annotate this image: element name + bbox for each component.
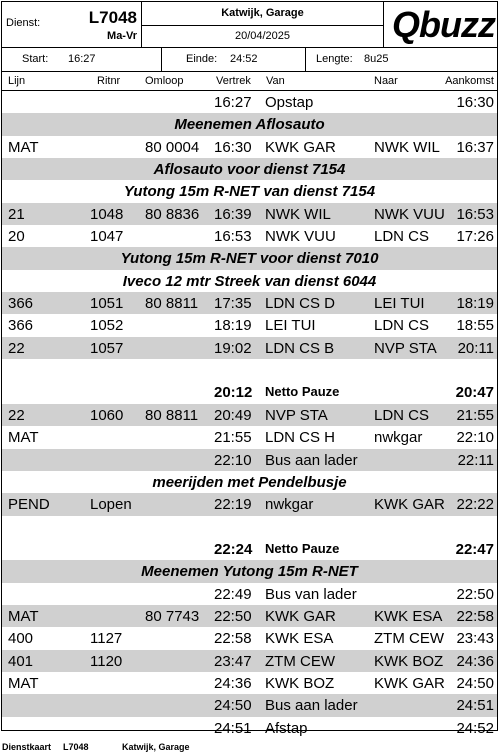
cell-aankomst: 20:47 [455,384,494,402]
cell-vertrek: 22:50 [214,607,252,625]
cell-aankomst: 24:50 [456,674,494,692]
cell-vertrek: 22:19 [214,496,252,514]
col-van: Van [266,75,285,87]
cell-van: NWK WIL [265,205,331,223]
col-lijn: Lijn [8,75,26,87]
cell-naar: NWK VUU [374,205,445,223]
cell-lijn: 366 [8,317,34,335]
cell-van: Bus aan lader [265,697,358,715]
trip-row [2,694,497,716]
cell-naar: KWK BOZ [374,652,444,670]
cell-naar: KWK ESA [374,607,443,625]
trip-row [2,493,497,515]
footer-code: L7048 [63,742,89,752]
col-ritnr: Ritnr [97,75,121,87]
pause-row [2,538,497,560]
cell-van: NVP STA [265,406,328,424]
trip-row [2,337,497,359]
cell-ritnr: 1127 [90,630,123,648]
cell-naar: KWK GAR [374,496,445,514]
dienst-code: L7048 [88,8,137,27]
dienstkaart [1,1,498,737]
cell-vertrek: 20:49 [214,406,252,424]
section-banner-text: Yutong 15m R-NET van dienst 7154 [123,183,376,201]
cell-omloop: 80 8836 [145,205,200,223]
cell-naar: KWK GAR [374,674,445,692]
dienst-cell [2,2,142,48]
cell-ritnr: Lopen [90,496,132,514]
cell-aankomst: 23:43 [456,630,494,648]
cell-aankomst: 20:11 [457,339,494,357]
cell-vertrek: 23:47 [214,652,252,670]
cell-lijn: 22 [8,406,25,424]
cell-aankomst: 22:22 [456,496,494,514]
qbuzz-logo: Qbuzz [392,4,495,45]
cell-naar: NVP STA [374,339,437,357]
cell-naar: NWK WIL [374,138,440,156]
lengte-cell [306,48,499,71]
cell-van: LDN CS D [265,295,336,313]
cell-vertrek: 22:24 [214,540,253,558]
cell-vertrek: 18:19 [214,317,252,335]
cell-van: LEI TUI [265,317,316,335]
trip-row [2,203,497,225]
lengte-value: 8u25 [364,53,389,65]
cell-lijn: MAT [8,429,39,447]
col-vertrek: Vertrek [216,75,251,87]
cell-aankomst: 18:19 [456,295,494,313]
cell-omloop: 80 0004 [145,138,200,156]
footer-location: Katwijk, Garage [122,742,190,752]
cell-lijn: 21 [8,205,25,223]
cell-naar: LDN CS [374,406,430,424]
trip-row [2,314,497,336]
schedule-rows [2,91,497,739]
dienst-label: Dienst: [6,17,41,29]
cell-van: Afstap [265,719,308,737]
cell-ritnr: 1052 [90,317,124,335]
cell-aankomst: 24:51 [456,697,494,715]
section-banner-text: meerijden met Pendelbusje [152,473,347,491]
trip-row [2,359,497,381]
cell-aankomst: 22:11 [457,451,494,469]
cell-van: KWK BOZ [265,674,335,692]
section-banner-text: Meenemen Yutong 15m R-NET [141,563,358,581]
section-banner-row [2,113,497,135]
date: 20/04/2025 [234,30,291,42]
einde-value: 24:52 [230,53,258,65]
section-banner-row [2,270,497,292]
footer-label: Dienstkaart [2,742,52,752]
cell-lijn: MAT [8,674,39,692]
cell-aankomst: 22:50 [456,585,494,603]
cell-vertrek: 22:49 [214,585,252,603]
cell-lijn: 366 [8,295,34,313]
trip-row [2,449,497,471]
location-date-cell [142,2,384,48]
einde-label: Einde: [186,53,218,65]
cell-naar: nwkgar [374,429,423,447]
cell-omloop: 80 7743 [145,607,200,625]
trip-row [2,672,497,694]
cell-lijn: 400 [8,630,34,648]
lengte-label: Lengte: [316,53,353,65]
cell-van: LDN CS B [265,339,335,357]
cell-vertrek: 21:55 [214,429,252,447]
cell-van: KWK GAR [265,607,336,625]
cell-aankomst: 22:58 [456,607,494,625]
section-banner-row [2,247,497,269]
cell-lijn: MAT [8,607,39,625]
cell-naar: LEI TUI [374,295,425,313]
cell-van: ZTM CEW [265,652,335,670]
cell-lijn: PEND [8,496,50,514]
cell-ritnr: 1051 [90,295,124,313]
cell-lijn: 20 [8,228,25,246]
trip-row [2,717,497,739]
cell-vertrek: 22:10 [214,451,252,469]
cell-ritnr: 1047 [90,228,124,246]
cell-van: Bus aan lader [265,451,358,469]
cell-vertrek: 20:12 [214,384,253,402]
cell-naar: LDN CS [374,228,430,246]
trip-row [2,516,497,538]
section-banner-row [2,560,497,582]
cell-vertrek: 24:36 [214,674,252,692]
dienst-days: Ma-Vr [107,30,137,42]
section-banner-text: Iveco 12 mtr Streek van dienst 6044 [122,272,377,290]
location: Katwijk, Garage [221,7,304,19]
cell-omloop: 80 8811 [145,295,199,313]
trip-row [2,404,497,426]
cell-van: KWK ESA [265,630,334,648]
divider [142,25,383,26]
cell-aankomst: 17:26 [456,228,494,246]
cell-naar: LDN CS [374,317,430,335]
cell-aankomst: 22:10 [456,429,494,447]
start-cell [2,48,162,71]
cell-ritnr: 1057 [90,339,124,357]
trip-row [2,650,497,672]
section-banner-row [2,158,497,180]
cell-van: Netto Pauze [265,384,340,400]
cell-van: nwkgar [265,496,314,514]
einde-cell [162,48,306,71]
header-top [2,2,497,48]
cell-aankomst: 16:53 [456,205,494,223]
cell-vertrek: 19:02 [214,339,252,357]
cell-aankomst: 21:55 [456,406,494,424]
trip-row [2,225,497,247]
cell-lijn: MAT [8,138,39,156]
logo-cell [384,2,499,48]
cell-van: KWK GAR [265,138,336,156]
cell-aankomst: 16:37 [456,138,494,156]
section-banner-text: Aflosauto voor dienst 7154 [153,161,346,179]
cell-vertrek: 17:35 [214,295,252,313]
cell-vertrek: 16:39 [214,205,252,223]
cell-van: NWK VUU [265,228,336,246]
start-label: Start: [22,53,49,65]
trip-row [2,583,497,605]
cell-van: LDN CS H [265,429,336,447]
cell-ritnr: 1048 [90,205,124,223]
cell-van: Netto Pauze [265,540,340,556]
cell-van: Opstap [265,94,314,111]
cell-aankomst: 24:36 [456,652,494,670]
cell-aankomst: 22:47 [455,540,494,558]
cell-vertrek: 16:27 [214,94,252,111]
cell-aankomst: 18:55 [456,317,494,335]
cell-aankomst: 24:52 [456,719,494,737]
cell-vertrek: 24:50 [214,697,252,715]
trip-row [2,136,497,158]
col-naar: Naar [374,75,398,87]
trip-row [2,426,497,448]
section-banner-row [2,471,497,493]
pause-row [2,381,497,403]
column-headers [2,72,497,91]
trip-row [2,605,497,627]
cell-lijn: 401 [8,652,34,670]
col-omloop: Omloop [145,75,184,87]
start-value: 16:27 [68,53,96,65]
cell-vertrek: 24:51 [214,719,252,737]
cell-van: Bus van lader [265,585,357,603]
cell-lijn: 22 [8,339,25,357]
col-aankomst: Aankomst [445,75,494,87]
cell-vertrek: 22:58 [214,630,252,648]
cell-omloop: 80 8811 [145,406,199,424]
trip-row [2,627,497,649]
section-banner-row [2,180,497,202]
cell-ritnr: 1120 [90,652,123,670]
cell-vertrek: 16:53 [214,228,252,246]
section-banner-text: Meenemen Aflosauto [174,116,325,134]
section-banner-text: Yutong 15m R-NET voor dienst 7010 [120,250,379,268]
trip-row [2,91,497,113]
trip-row [2,292,497,314]
cell-ritnr: 1060 [90,406,124,424]
cell-naar: ZTM CEW [374,630,444,648]
cell-vertrek: 16:30 [214,138,252,156]
header-times [2,48,497,72]
cell-aankomst: 16:30 [456,94,494,111]
